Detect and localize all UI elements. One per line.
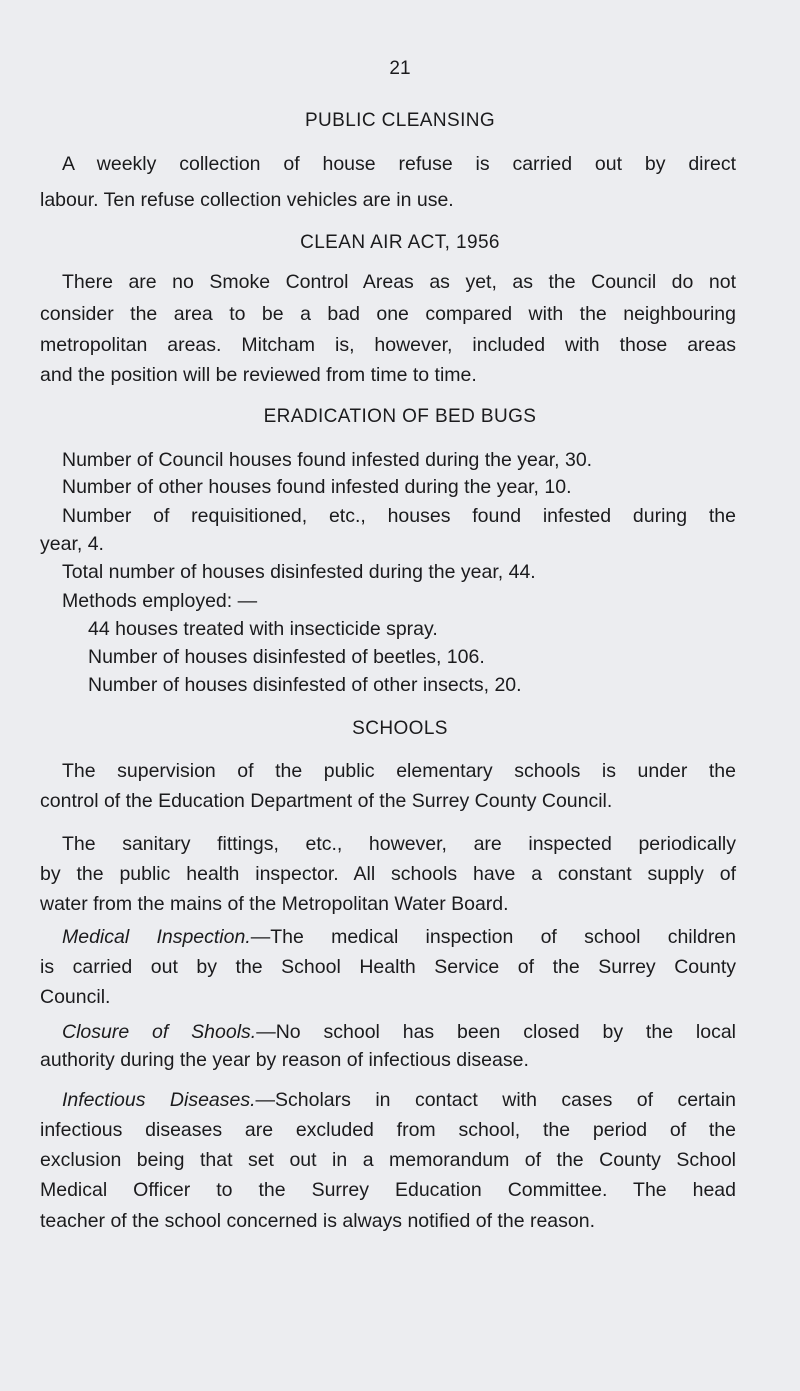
- spray-line: 44 houses treated with insecticide spray.: [88, 618, 438, 640]
- paragraph-line: Medical Officer to the Surrey Education Committee. The head: [40, 1179, 736, 1201]
- paragraph-line: authority during the year by reason of infectious disease.: [40, 1049, 529, 1071]
- council-houses-line: Number of Council houses found infested during the year, 30.: [62, 449, 593, 471]
- paragraph-line: water from the mains of the Metropolitan Water Board.: [40, 893, 509, 915]
- closure-line: [62, 1020, 736, 1044]
- total-disinfested-line: Total number of houses disinfested during the year, 44.: [62, 561, 536, 583]
- other-insects-line: Number of houses disinfested of other insects, 20.: [88, 674, 522, 696]
- requisitioned-line: Number of requisitioned, etc., houses found infested during the: [62, 505, 736, 527]
- paragraph-line: exclusion being that set out in a memorandum of the County School: [40, 1149, 736, 1171]
- paragraph-line: A weekly collection of house refuse is carried out by direct: [62, 153, 736, 175]
- paragraph-line: by the public health inspector. All schools have a constant supply of: [40, 863, 736, 885]
- paragraph-line: is carried out by the School Health Service of the Surrey County: [40, 956, 736, 978]
- medical-inspection-line: [62, 925, 736, 949]
- medical-inspection-text: —The medical inspection of school children: [250, 926, 736, 948]
- infectious-text: —Scholars in contact with cases of certain: [255, 1089, 736, 1111]
- paragraph-line: infectious diseases are excluded from school, the period of the: [40, 1119, 736, 1141]
- methods-employed-line: Methods employed: —: [62, 590, 258, 612]
- schools-heading: SCHOOLS: [352, 718, 448, 739]
- public-cleansing-heading: PUBLIC CLEANSING: [304, 110, 496, 131]
- paragraph-line: labour. Ten refuse collection vehicles are in use.: [40, 189, 454, 211]
- other-houses-line: Number of other houses found infested during the year, 10.: [62, 476, 572, 498]
- paragraph-line: Council.: [40, 986, 111, 1008]
- paragraph-line: There are no Smoke Control Areas as yet, as the Council do not: [62, 271, 736, 293]
- paragraph-line: and the position will be reviewed from time to time.: [40, 364, 477, 386]
- requisitioned-line-cont: year, 4.: [40, 533, 104, 555]
- paragraph-line: metropolitan areas. Mitcham is, however, included with those areas: [40, 334, 736, 356]
- closure-text: —No school has been closed by the local: [256, 1021, 736, 1043]
- infectious-title: Infectious Diseases.: [62, 1089, 256, 1111]
- paragraph-line: The supervision of the public elementary schools is under the: [62, 760, 736, 782]
- paragraph-line: consider the area to be a bad one compared with the neighbouring: [40, 303, 736, 325]
- paragraph-line: teacher of the school concerned is always notified of the reason.: [40, 1210, 595, 1232]
- paragraph-line: The sanitary fittings, etc., however, are inspected periodically: [62, 833, 736, 855]
- page-number: 21: [389, 58, 411, 79]
- closure-title: Closure of Shools.: [62, 1021, 257, 1043]
- beetles-line: Number of houses disinfested of beetles, 106.: [88, 646, 485, 668]
- medical-inspection-title: Medical Inspection.: [62, 926, 251, 948]
- paragraph-line: control of the Education Department of the Surrey County Council.: [40, 790, 613, 812]
- clean-air-heading: CLEAN AIR ACT, 1956: [300, 232, 500, 253]
- bed-bugs-heading: ERADICATION OF BED BUGS: [263, 406, 537, 427]
- infectious-line: [62, 1088, 736, 1112]
